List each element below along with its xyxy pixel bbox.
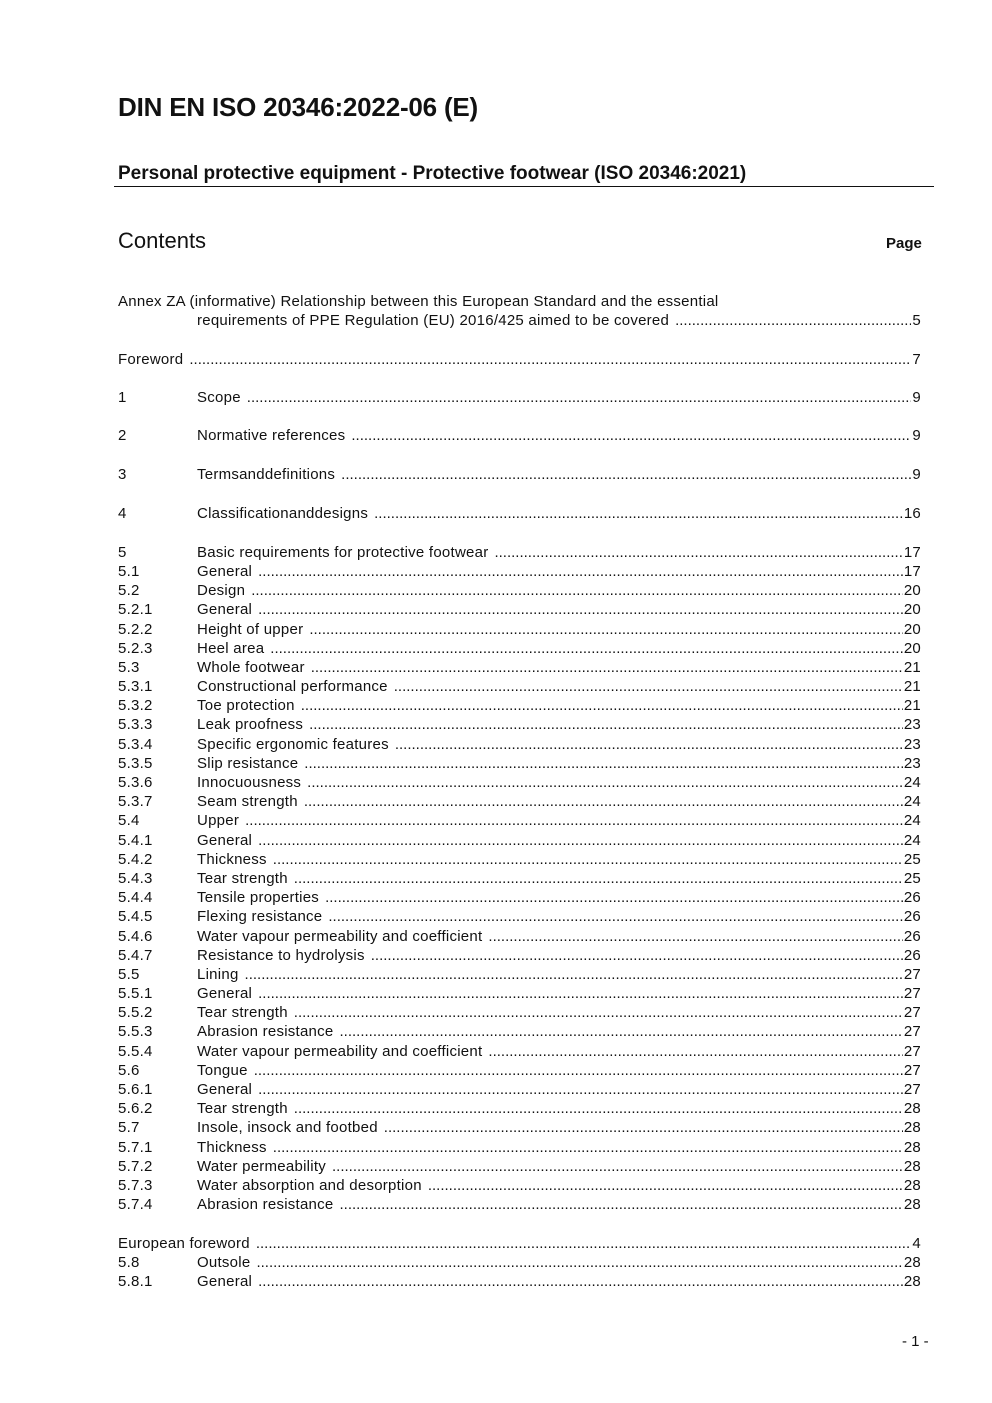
- toc-entry-number: 5.5.3: [118, 1023, 153, 1041]
- toc-entry-text: Whole footwear: [197, 658, 305, 676]
- toc-entry[interactable]: [118, 927, 921, 946]
- toc-entry-text: Normative references: [197, 427, 346, 445]
- toc-entry-text: General: [197, 985, 253, 1003]
- leader-dots: [309, 620, 902, 639]
- toc-entry-annex-line1[interactable]: [118, 292, 921, 311]
- toc-entry-page: 27: [903, 965, 921, 983]
- toc-entry-page: 9: [912, 388, 921, 406]
- toc-entry[interactable]: [118, 715, 921, 734]
- toc-entry-page: 26: [903, 946, 921, 964]
- toc-entry-normative-references[interactable]: [118, 426, 921, 445]
- toc-entry-page: 26: [903, 908, 921, 926]
- leader-dots: [309, 715, 903, 734]
- toc-entry-text: General: [197, 601, 253, 619]
- toc-entry-number: 5.4: [118, 812, 140, 830]
- toc-entry-number: 5.4.4: [118, 889, 153, 907]
- page-column-label: Page: [886, 235, 922, 252]
- toc-entry-text: Height of upper: [197, 620, 304, 638]
- toc-entry[interactable]: [118, 1099, 921, 1118]
- toc-entry-page: 4: [912, 1234, 921, 1252]
- toc-entry[interactable]: [118, 1022, 921, 1041]
- toc-entry-page: 26: [903, 927, 921, 945]
- leader-dots: [294, 869, 903, 888]
- leader-dots: [251, 581, 903, 600]
- toc-entry-text: Annex ZA (informative) Relationship between this European Standard and the essential: [118, 293, 719, 310]
- toc-entry-text: General: [197, 1081, 253, 1098]
- leader-dots: [488, 1042, 902, 1061]
- toc-entry[interactable]: [118, 1118, 921, 1137]
- toc-entry-page: 16: [903, 505, 921, 523]
- toc-entry-number: 5.3.7: [118, 793, 153, 811]
- toc-entry[interactable]: [118, 1176, 921, 1195]
- leader-dots: [245, 965, 903, 984]
- toc-entry[interactable]: [118, 811, 921, 830]
- toc-entry-number: 5.3.5: [118, 754, 153, 772]
- leader-dots: [301, 696, 903, 715]
- toc-entry-text: Tongue: [197, 1061, 248, 1079]
- toc-entry[interactable]: [118, 735, 921, 754]
- document-subtitle: Personal protective equipment - Protective footwear (ISO 20346:2021): [118, 163, 747, 184]
- toc-entry-page: 28: [903, 1157, 921, 1175]
- toc-entry-text: Tear strength: [197, 869, 288, 887]
- toc-entry-text: requirements of PPE Regulation (EU) 2016/425 aimed to be covered: [197, 312, 670, 330]
- toc-entry-number: 5.4.7: [118, 946, 153, 964]
- toc-entry-number: 5.5.4: [118, 1042, 153, 1060]
- toc-entry[interactable]: [118, 1080, 921, 1099]
- toc-entry-text: Design: [197, 582, 246, 600]
- toc-entry-page: 27: [903, 985, 921, 1003]
- toc-entry[interactable]: [118, 677, 921, 696]
- toc-entry-number: 5.7.1: [118, 1138, 153, 1156]
- toc-entry-text: Abrasion resistance: [197, 1023, 334, 1041]
- leader-dots: [273, 850, 903, 869]
- toc-entry-text: Lining: [197, 965, 239, 983]
- toc-entry[interactable]: [118, 984, 921, 1003]
- toc-entry[interactable]: [118, 965, 921, 984]
- toc-entry-text: Innocuousness: [197, 774, 302, 791]
- leader-dots: [245, 811, 903, 830]
- contents-heading: Contents: [118, 228, 207, 253]
- toc-entry[interactable]: [118, 581, 921, 600]
- toc-entry-number: 5.4.1: [118, 831, 153, 849]
- leader-dots: [247, 388, 912, 407]
- toc-entry-number: 5.4.6: [118, 927, 153, 945]
- toc-entry-number: 5.3.3: [118, 716, 153, 734]
- toc-entry-text: Heel area: [197, 639, 265, 657]
- toc-entry-text: Toe protection: [197, 697, 295, 715]
- toc-entry[interactable]: [118, 1003, 921, 1022]
- toc-entry-page: 24: [903, 831, 921, 849]
- leader-dots: [294, 1003, 903, 1022]
- leader-dots: [325, 888, 903, 907]
- toc-entry[interactable]: [118, 773, 921, 792]
- leader-dots: [258, 831, 903, 850]
- toc-entry-text: Water vapour permeability and coefficient: [197, 927, 483, 945]
- toc-entry[interactable]: [118, 696, 921, 715]
- toc-entry-number: 5.8: [118, 1253, 140, 1271]
- toc-entry-page: 28: [903, 1119, 921, 1137]
- toc-entry-number: 5.6: [118, 1061, 140, 1079]
- toc-entry-number: 5.2.2: [118, 620, 153, 638]
- toc-entry[interactable]: [118, 639, 921, 658]
- toc-entry-number: 5.4.5: [118, 908, 153, 926]
- toc-entry-number: 5: [118, 543, 127, 561]
- toc-entry-annex-line2[interactable]: [118, 311, 921, 330]
- toc-entry[interactable]: [118, 1157, 921, 1176]
- toc-entry-page: 23: [903, 716, 921, 734]
- toc-entry-text: Constructional performance: [197, 678, 388, 696]
- leader-dots: [258, 600, 903, 619]
- leader-dots: [351, 426, 911, 445]
- document-title: DIN EN ISO 20346:2022-06 (E): [118, 92, 479, 122]
- toc-entry[interactable]: [118, 600, 921, 619]
- toc-entry[interactable]: [118, 946, 921, 965]
- toc-entry-page: 28: [903, 1196, 921, 1214]
- leader-dots: [270, 639, 903, 658]
- toc-entry[interactable]: [118, 1042, 921, 1061]
- leader-dots: [428, 1176, 903, 1195]
- toc-section-5: [118, 543, 921, 1215]
- toc-entry-number: 5.7.3: [118, 1176, 153, 1194]
- toc-entry-page: 24: [903, 812, 921, 830]
- toc-entry[interactable]: [118, 907, 921, 926]
- toc-entry-page: 5: [912, 312, 921, 330]
- toc-entry-text: Seam strength: [197, 793, 298, 811]
- leader-dots: [258, 1272, 903, 1291]
- toc-entry-number: 5.7.2: [118, 1157, 153, 1175]
- toc-entry-text: Leak proofness: [197, 716, 304, 734]
- leader-dots: [384, 1118, 903, 1137]
- toc-entry-page: 28: [903, 1176, 921, 1194]
- toc-entry-text: Tear strength: [197, 1100, 288, 1118]
- toc-entry[interactable]: [118, 1272, 921, 1291]
- leader-dots: [189, 350, 911, 369]
- toc-entry-text: Flexing resistance: [197, 908, 323, 926]
- toc-entry-page: 21: [903, 678, 921, 696]
- toc-entry-page: 20: [903, 620, 921, 638]
- toc-entry-page: 28: [903, 1138, 921, 1156]
- toc-entry-number: 4: [118, 505, 127, 523]
- leader-dots: [256, 1234, 912, 1253]
- page-number: - 1 -: [902, 1333, 929, 1350]
- toc-entry-page: 23: [903, 735, 921, 753]
- toc-entry-number: 5.3: [118, 658, 140, 676]
- leader-dots: [394, 677, 903, 696]
- leader-dots: [395, 735, 903, 754]
- leader-dots: [339, 1022, 902, 1041]
- toc-entry[interactable]: [118, 792, 921, 811]
- toc-entry-page: 20: [903, 601, 921, 619]
- toc-entry-text: Insole, insock and footbed: [197, 1119, 378, 1137]
- toc-entry-page: 20: [903, 582, 921, 600]
- leader-dots: [256, 1253, 902, 1272]
- leader-dots: [311, 658, 903, 677]
- leader-dots: [339, 1195, 902, 1214]
- leader-dots: [675, 311, 911, 330]
- toc-entry-text: Thickness: [197, 850, 267, 868]
- toc-entry-text: Classificationanddesigns: [197, 505, 369, 523]
- leader-dots: [494, 543, 902, 562]
- toc-entry-text: Tear strength: [197, 1004, 288, 1022]
- toc-entry[interactable]: [118, 869, 921, 888]
- toc-entry[interactable]: [118, 1195, 921, 1214]
- toc-entry-number: 5.5: [118, 965, 140, 983]
- toc-entry-number: 5.6.2: [118, 1100, 153, 1118]
- toc-entry-foreword[interactable]: [118, 350, 921, 369]
- toc-entry-page: 28: [903, 1272, 921, 1290]
- toc-entry-text: Foreword: [118, 350, 184, 368]
- toc-entry-number: 5.5.1: [118, 985, 153, 1003]
- toc-entry[interactable]: [118, 658, 921, 677]
- leader-dots: [254, 1061, 903, 1080]
- toc-entry-page: 28: [903, 1100, 921, 1118]
- toc-entry-text: Basic requirements for protective footwear: [197, 543, 489, 561]
- toc-entry-scope[interactable]: [118, 388, 921, 407]
- toc-entry-text: Upper: [197, 812, 240, 830]
- toc-entry-page: 9: [912, 465, 921, 483]
- toc-entry-page: 27: [903, 1061, 921, 1079]
- toc-entry-number: 5.7.4: [118, 1196, 153, 1214]
- table-of-contents: [118, 292, 921, 1291]
- toc-entry-text: Specific ergonomic features: [197, 735, 389, 753]
- toc-entry-text: General: [197, 562, 253, 580]
- toc-entry-page: 24: [903, 774, 921, 791]
- toc-entry-number: 5.3.2: [118, 697, 153, 715]
- toc-entry[interactable]: [118, 754, 921, 773]
- toc-entry-text: Slip resistance: [197, 754, 299, 772]
- toc-entry[interactable]: [118, 850, 921, 869]
- toc-entry-page: 27: [903, 1023, 921, 1041]
- toc-entry-number: 5.2: [118, 582, 140, 600]
- toc-entry-number: 5.4.2: [118, 850, 153, 868]
- leader-dots: [328, 907, 902, 926]
- toc-entry-page: 27: [903, 1004, 921, 1022]
- leader-dots: [258, 1080, 903, 1099]
- toc-entry-page: 25: [903, 869, 921, 887]
- toc-entry-number: 5.5.2: [118, 1004, 153, 1022]
- toc-entry-page: 17: [903, 543, 921, 561]
- toc-entry[interactable]: [118, 1138, 921, 1157]
- toc-entry-number: 5.8.1: [118, 1272, 153, 1290]
- toc-entry-page: 28: [903, 1253, 921, 1271]
- leader-dots: [307, 773, 903, 792]
- leader-dots: [258, 562, 903, 581]
- toc-entry-page: 7: [912, 350, 921, 368]
- toc-entry-text: Resistance to hydrolysis: [197, 946, 365, 964]
- toc-entry[interactable]: [118, 562, 921, 581]
- toc-entry-number: 5.1: [118, 562, 140, 580]
- toc-entry-number: 5.2.1: [118, 601, 153, 619]
- toc-entry[interactable]: [118, 1061, 921, 1080]
- toc-entry-page: 24: [903, 793, 921, 811]
- toc-entry-text: Abrasion resistance: [197, 1196, 334, 1214]
- toc-entry-page: 20: [903, 639, 921, 657]
- toc-entry-page: 27: [903, 1042, 921, 1060]
- toc-entry-page: 23: [903, 754, 921, 772]
- toc-entry[interactable]: [118, 888, 921, 907]
- toc-entry-text: General: [197, 1272, 253, 1290]
- toc-entry-text: Water permeability: [197, 1157, 326, 1175]
- leader-dots: [488, 927, 902, 946]
- leader-dots: [294, 1099, 903, 1118]
- toc-entry-text: European foreword: [118, 1234, 250, 1252]
- toc-entry-text: Tensile properties: [197, 889, 320, 907]
- toc-entry-page: 9: [912, 427, 921, 445]
- leader-dots: [273, 1138, 903, 1157]
- toc-entry-text: Water vapour permeability and coefficient: [197, 1042, 483, 1060]
- toc-entry[interactable]: [118, 543, 921, 562]
- toc-entry-text: Termsanddefinitions: [197, 465, 336, 483]
- toc-entry[interactable]: [118, 1253, 921, 1272]
- toc-entry-text: Water absorption and desorption: [197, 1176, 422, 1194]
- toc-entry-text: Outsole: [197, 1253, 251, 1271]
- toc-entry-number: 3: [118, 465, 127, 483]
- toc-entry[interactable]: [118, 831, 921, 850]
- toc-entry-number: 5.3.4: [118, 735, 153, 753]
- title-rule: [114, 186, 934, 187]
- toc-entry-page: 25: [903, 850, 921, 868]
- toc-entry-number: 5.3.1: [118, 678, 153, 696]
- leader-dots: [304, 792, 903, 811]
- toc-section-5-8: [118, 1253, 921, 1291]
- toc-entry-number: 5.7: [118, 1119, 140, 1137]
- toc-entry-number: 5.3.6: [118, 774, 153, 791]
- leader-dots: [258, 984, 903, 1003]
- toc-entry[interactable]: [118, 620, 921, 639]
- toc-entry-classification[interactable]: [118, 504, 921, 523]
- toc-entry-page: 21: [903, 658, 921, 676]
- toc-entry-european-foreword[interactable]: [118, 1234, 921, 1253]
- leader-dots: [371, 946, 903, 965]
- toc-entry-page: 17: [903, 562, 921, 580]
- toc-entry-number: 1: [118, 388, 127, 406]
- leader-dots: [332, 1157, 903, 1176]
- toc-entry-number: 5.4.3: [118, 869, 153, 887]
- toc-entry-text: General: [197, 831, 253, 849]
- toc-entry-terms[interactable]: [118, 465, 921, 484]
- toc-entry-page: 26: [903, 889, 921, 907]
- toc-entry-number: 5.6.1: [118, 1081, 153, 1098]
- toc-entry-page: 27: [903, 1081, 921, 1098]
- toc-entry-page: 21: [903, 697, 921, 715]
- leader-dots: [341, 465, 911, 484]
- leader-dots: [374, 504, 903, 523]
- toc-entry-text: Thickness: [197, 1138, 267, 1156]
- toc-entry-number: 2: [118, 427, 127, 445]
- leader-dots: [304, 754, 903, 773]
- toc-entry-number: 5.2.3: [118, 639, 153, 657]
- toc-entry-text: Scope: [197, 388, 241, 406]
